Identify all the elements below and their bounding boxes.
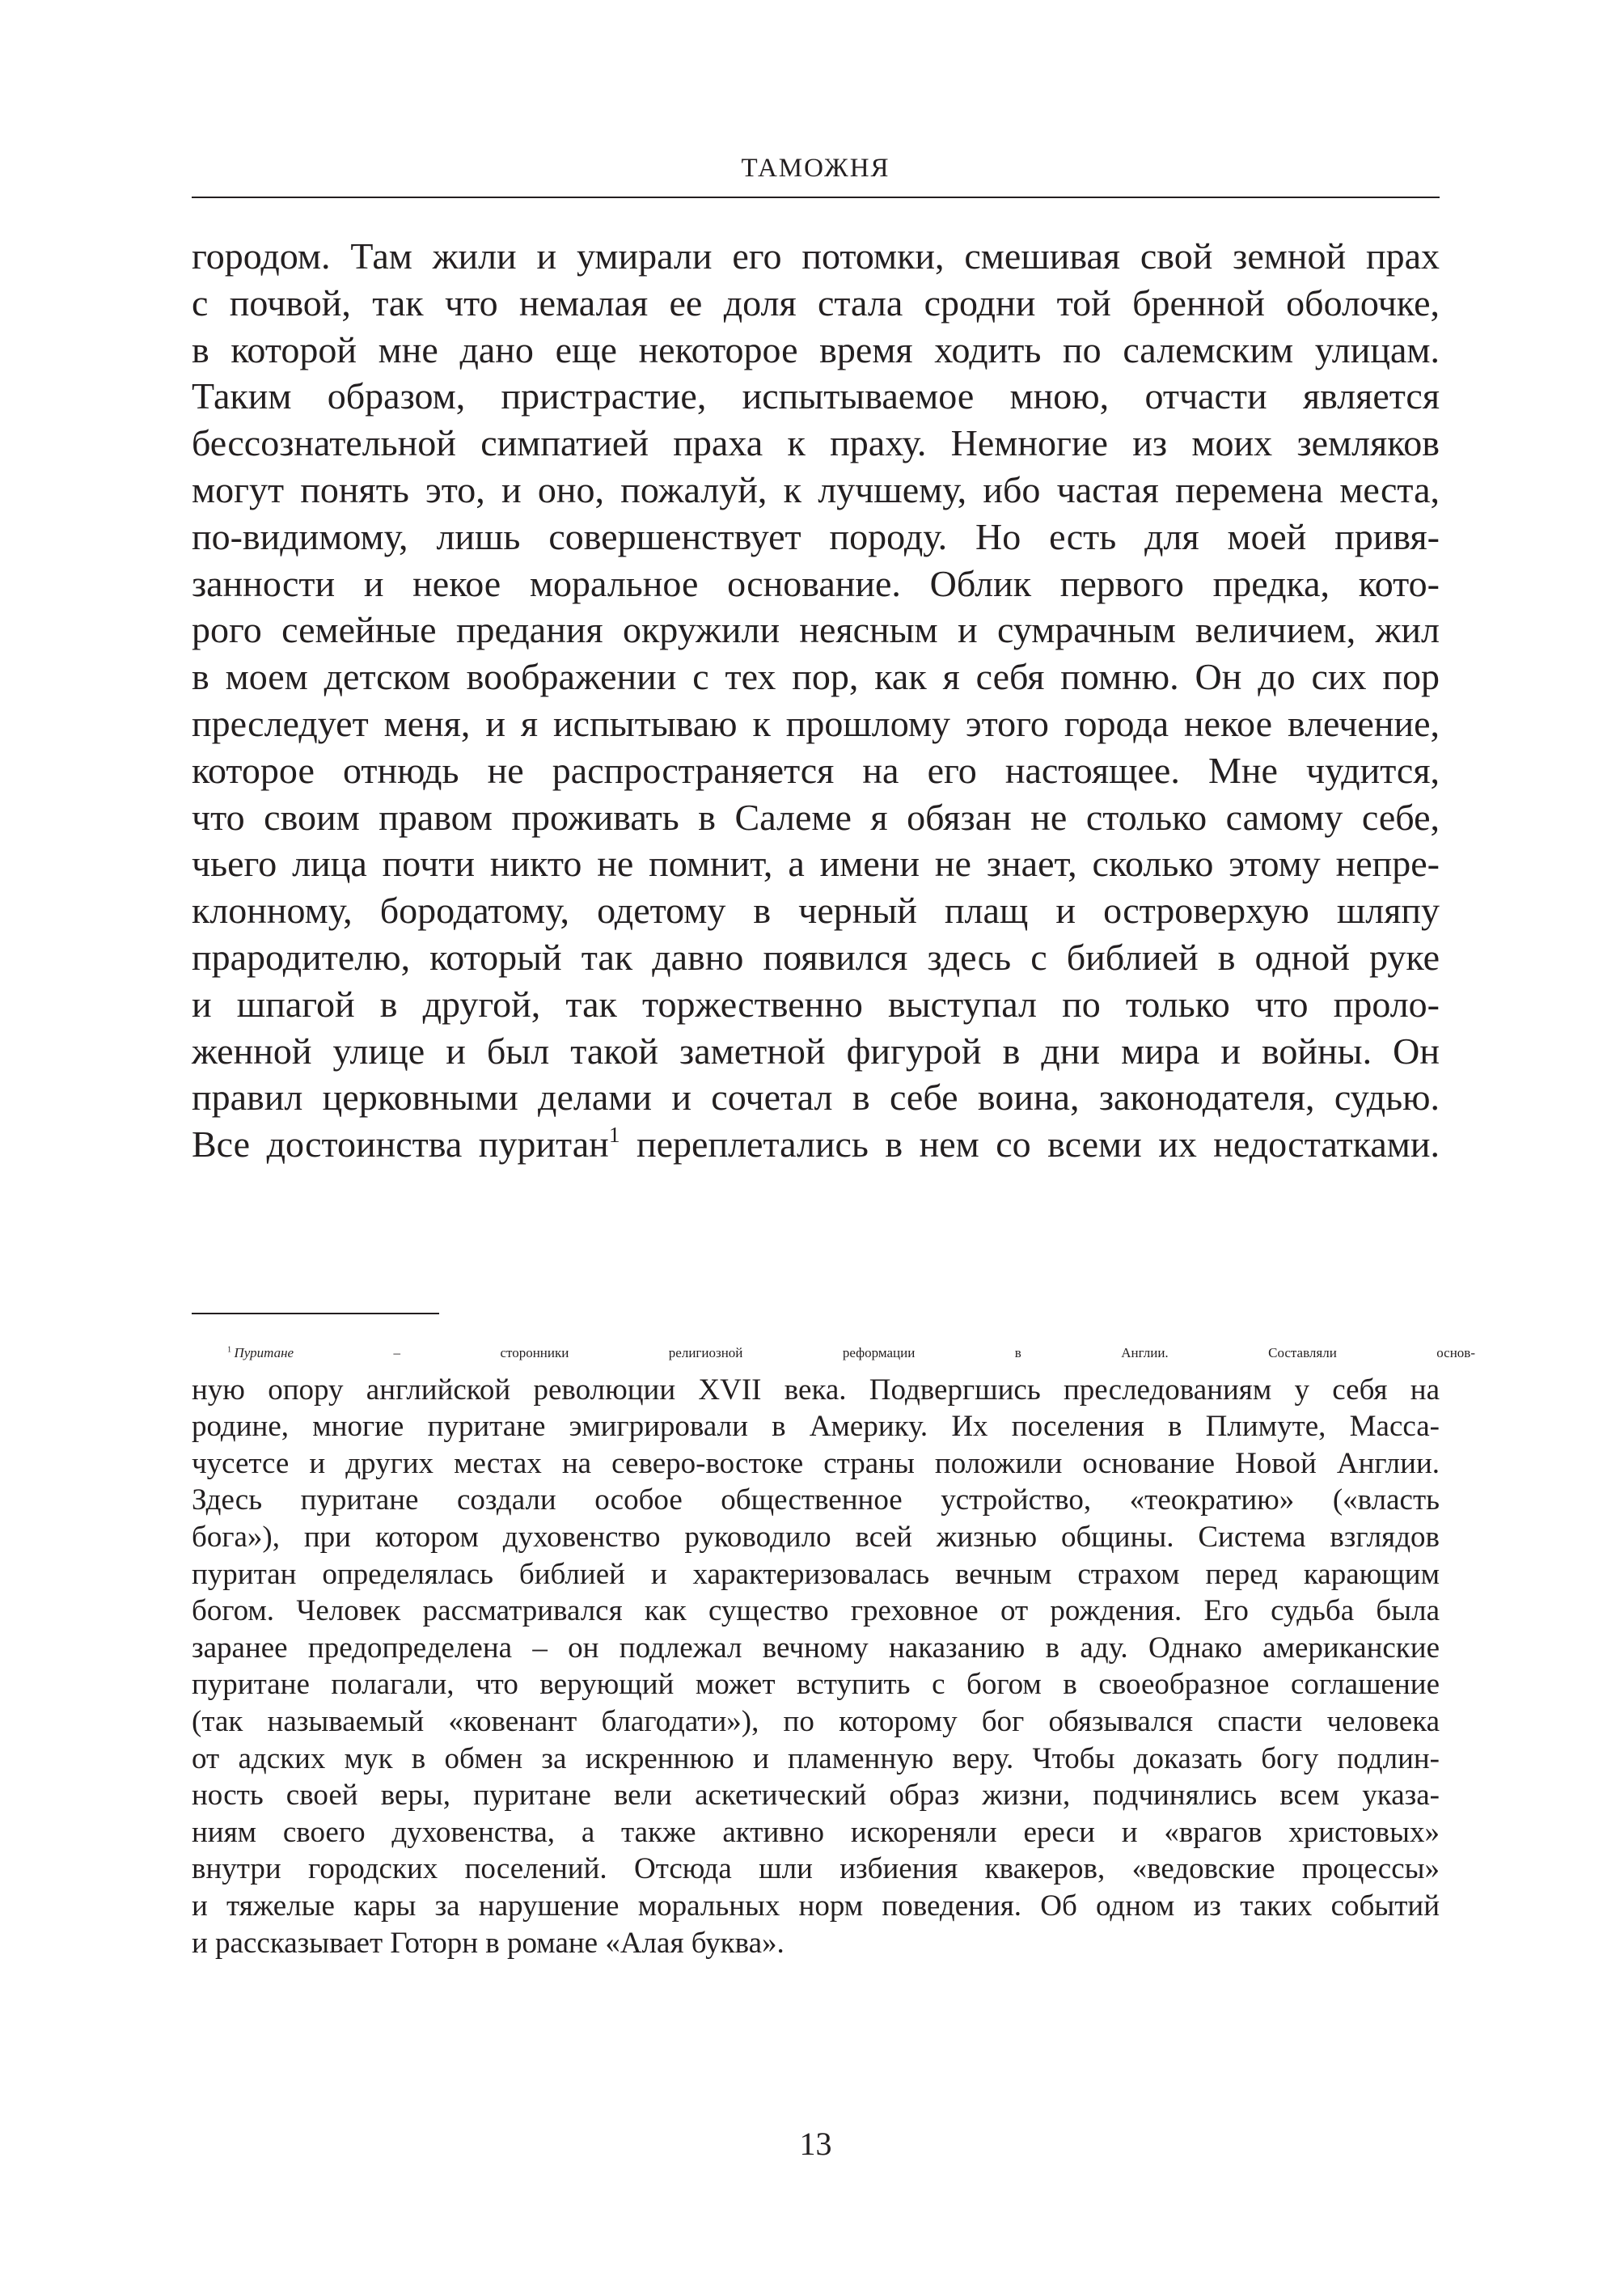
footnote-line: бога»), при котором духовенство руководило всей жизнью общины. Система взглядов	[192, 1520, 1440, 1554]
footnote-reference[interactable]: 1	[608, 1122, 620, 1148]
footnote	[192, 1335, 1475, 1961]
body-line: преследует меня, и я испытываю к прошлому этого города некое влечение,	[192, 702, 1440, 744]
body-line: что своим правом проживать в Салеме я обязан не столько самому себе,	[192, 796, 1440, 838]
body-text	[192, 233, 1440, 1168]
footnote-line: родине, многие пуритане эмигрировали в Америку. Их поселения в Плимуте, Масса-	[192, 1410, 1440, 1444]
footnote-line: заранее предопределена – он подлежал вечному наказанию в аду. Однако американские	[192, 1631, 1440, 1665]
footnote-term: Пуритане	[234, 1345, 294, 1360]
body-line: в которой мне дано еще некоторое время ходить по салемским улицам.	[192, 328, 1440, 370]
footnote-line: внутри городских поселений. Отсюда шли избиения квакеров, «ведовские процессы»	[192, 1852, 1440, 1886]
footnote-text-fragment: – сторонники религиозной реформации в Англии. Составляли основ-	[294, 1345, 1475, 1360]
footnote-line: чусетсе и других местах на северо-востоке страны положили основание Новой Англии.	[192, 1446, 1440, 1480]
body-line: с почвой, так что немалая ее доля стала сродни той бренной оболочке,	[192, 281, 1440, 324]
body-text-fragment: переплетались в нем со всеми их недостатками.	[620, 1123, 1440, 1166]
body-line: бессознательной симпатией праха к праху. Немногие из моих земляков	[192, 422, 1440, 464]
footnote-line: ную опору английской революции XVII века. Подвергшись преследованиям у себя на	[192, 1373, 1440, 1407]
footnote-line: пуритане полагали, что верующий может вступить с богом в своеобразное соглашение	[192, 1668, 1440, 1702]
body-line: клонному, бородатому, одетому в черный плащ и островерхую шляпу	[192, 890, 1440, 932]
footnote-line: пуритан определялась библией и характеризовалась вечным страхом перед карающим	[192, 1557, 1440, 1591]
footnote-rule	[192, 1313, 439, 1314]
body-line: чьего лица почти никто не помнит, а имени не знает, сколько этому непре-	[192, 843, 1440, 885]
footnote-line: Здесь пуритане создали особое общественное устройство, «теократию» («власть	[192, 1483, 1440, 1517]
body-line: женной улице и был такой заметной фигурой в дни мира и войны. Он	[192, 1030, 1440, 1072]
body-line: могут понять это, и оно, пожалуй, к лучшему, ибо частая перемена места,	[192, 468, 1440, 510]
body-line: рого семейные предания окружили неясным и сумрачным величием, жил	[192, 609, 1440, 651]
header-rule	[192, 197, 1440, 198]
footnote-line-last: и рассказывает Готорн в романе «Алая буква».	[192, 1926, 785, 1960]
running-head: ТАМОЖНЯ	[741, 154, 890, 183]
footnote-line-first	[192, 1335, 1475, 1372]
footnote-line: (так называемый «ковенант благодати»), по которому бог обязывался спасти человека	[192, 1704, 1440, 1738]
footnote-line: богом. Человек рассматривался как существо греховное от рождения. Его судьба была	[192, 1594, 1440, 1628]
body-line: прародителю, который так давно появился здесь с библией в одной руке	[192, 936, 1440, 978]
body-line: городом. Там жили и умирали его потомки, смешивая свой земной прах	[192, 235, 1440, 277]
footnote-marker: 1	[227, 1345, 232, 1355]
body-line: в моем детском воображении с тех пор, как я себя помню. Он до сих пор	[192, 656, 1440, 698]
page-number: 13	[799, 2126, 832, 2162]
footnote-line: ниям своего духовенства, а также активно искореняли ереси и «врагов христовых»	[192, 1815, 1440, 1849]
body-text-fragment: Все достоинства пуритан	[192, 1123, 609, 1166]
body-line: Таким образом, пристрастие, испытываемое мною, отчасти является	[192, 375, 1440, 417]
footnote-line: и тяжелые кары за нарушение моральных норм поведения. Об одном из таких событий	[192, 1889, 1440, 1923]
body-line: по-видимому, лишь совершенствует породу. Но есть для моей привя-	[192, 515, 1440, 557]
footnote-line: ность своей веры, пуритане вели аскетический образ жизни, подчинялись всем указа-	[192, 1779, 1440, 1813]
body-line: и шпагой в другой, так торжественно выступал по только что проло-	[192, 983, 1440, 1025]
footnote-line: от адских мук в обмен за искреннюю и пламенную веру. Чтобы доказать богу подлин-	[192, 1741, 1440, 1775]
body-line: которое отнюдь не распространяется на его настоящее. Мне чудится,	[192, 749, 1440, 791]
body-line-last	[192, 1121, 1440, 1168]
body-line: занности и некое моральное основание. Облик первого предка, кото-	[192, 562, 1440, 604]
body-line: правил церковными делами и сочетал в себе воина, законодателя, судью.	[192, 1077, 1440, 1119]
